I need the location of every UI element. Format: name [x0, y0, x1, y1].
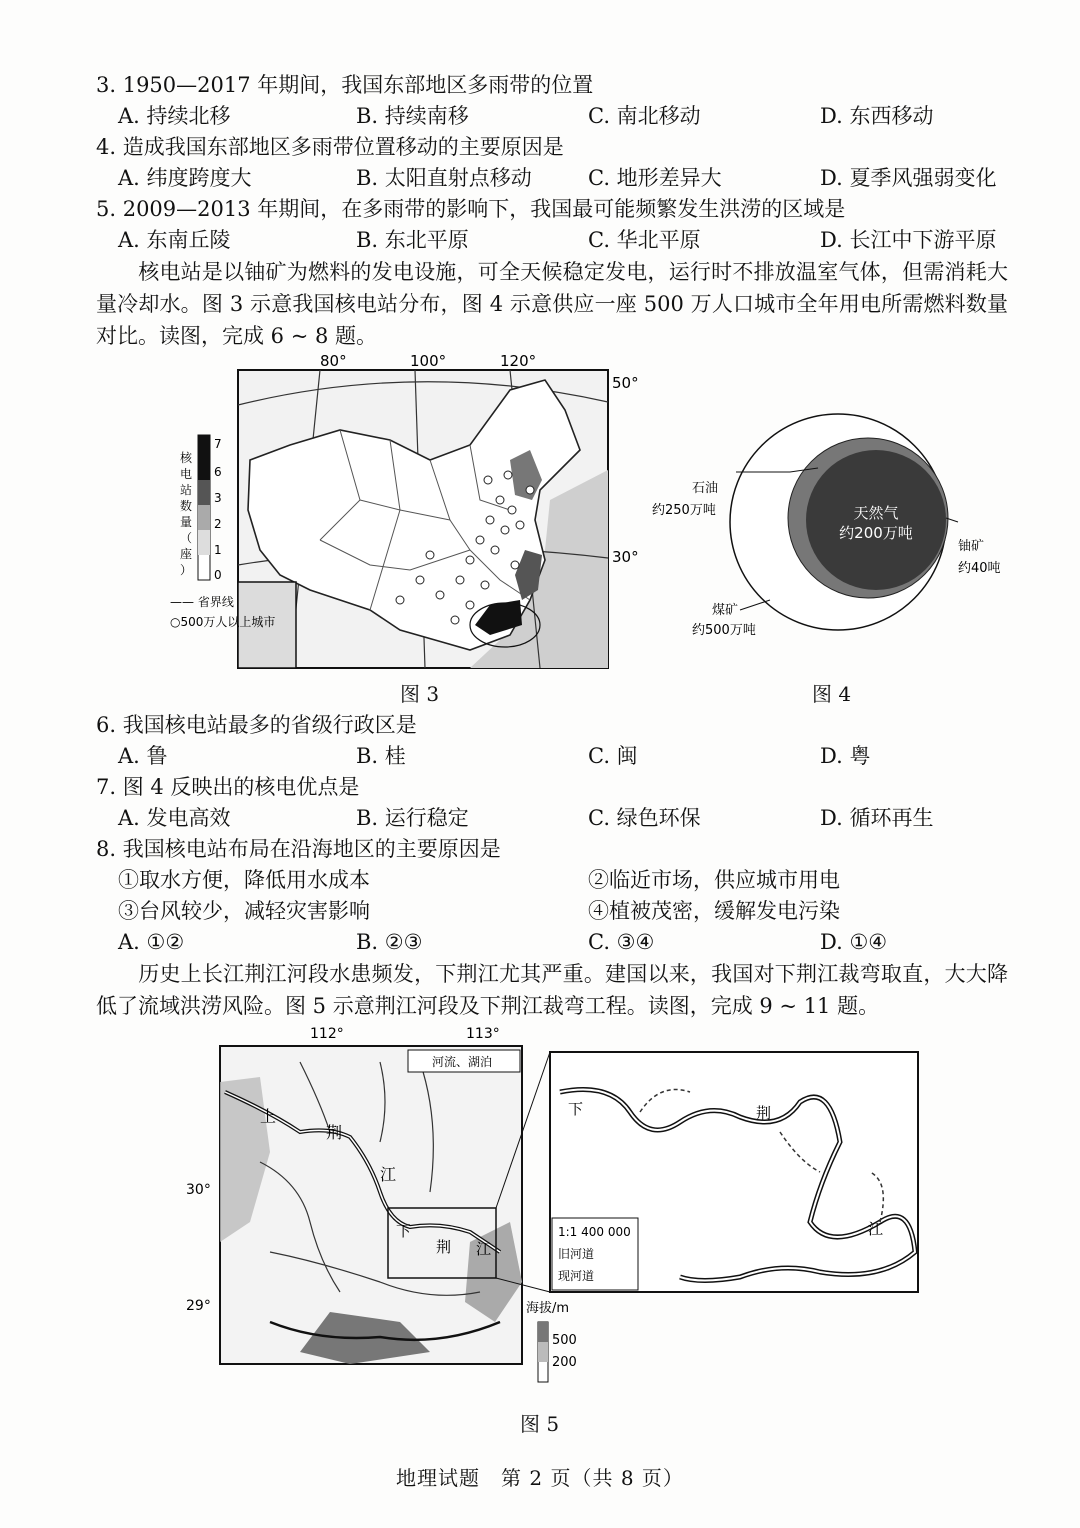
- figure-4-caption: 图 4: [812, 682, 852, 706]
- lon-80-label: 80°: [320, 352, 347, 370]
- lat-30-label: 30°: [612, 548, 639, 566]
- oil-name: 石油: [692, 481, 719, 496]
- river-char-shang: 上: [260, 1107, 277, 1126]
- lon-120-label: 120°: [500, 352, 537, 370]
- q4-option-c: C. 地形差异大: [588, 166, 722, 190]
- elevation-title: 海拔/m: [526, 1301, 570, 1316]
- intro-nuclear-text: 核电站是以铀矿为燃料的发电设施，可全天候稳定发电，运行时不排放温室气体，但需消耗大量冷却水。图 3 示意我国核电站分布，图 4 示意供应一座 500 万人口城市全年用电所需燃料数量对比。读图，完成 6 ~ 8 题。: [96, 260, 1008, 348]
- figure-4-fuel-comparison: [640, 410, 1020, 650]
- old-channel-label: 旧河道: [558, 1247, 595, 1261]
- q5-option-a: A. 东南丘陵: [118, 228, 231, 252]
- main-map-frame: [220, 1046, 522, 1364]
- intro-jingjiang: [96, 958, 1008, 1022]
- lat-50-label: 50°: [612, 374, 639, 392]
- q6-stem: 6. 我国核电站最多的省级行政区是: [96, 713, 417, 737]
- intro-nuclear: [96, 256, 1008, 352]
- lat-29-label: 29°: [186, 1298, 211, 1314]
- q8-option-c: C. ③④: [588, 930, 655, 954]
- legend-tick-1: 1: [214, 543, 222, 557]
- lon-113-label: 113°: [466, 1026, 500, 1042]
- coal-name: 煤矿: [712, 603, 739, 618]
- figure-5-map: [180, 1022, 930, 1402]
- q8-option-a: A. ①②: [118, 930, 185, 954]
- legend-tick-2: 2: [214, 517, 222, 531]
- legend-title-7: 座: [180, 547, 193, 561]
- uranium-amount: 约40吨: [958, 561, 1001, 576]
- lon-112-label: 112°: [310, 1026, 344, 1042]
- elevation-tick-500: 500: [552, 1333, 577, 1348]
- lon-100-label: 100°: [410, 352, 447, 370]
- q6-option-b: B. 桂: [356, 744, 406, 768]
- q8-option-d: D. ①④: [820, 930, 888, 954]
- legend-title-8: ）: [180, 563, 193, 577]
- scale-label: 1:1 400 000: [558, 1225, 631, 1239]
- river-legend-label: 河流、湖泊: [432, 1055, 493, 1069]
- elevation-tick-200: 200: [552, 1355, 577, 1370]
- inset-char-xia: 下: [568, 1100, 584, 1118]
- q7-option-d: D. 循环再生: [820, 806, 934, 830]
- legend-title-5: 量: [180, 515, 193, 529]
- uranium-name: 铀矿: [958, 539, 985, 554]
- legend-tick-7: 7: [214, 437, 222, 451]
- river-char-jiang: 江: [380, 1165, 397, 1184]
- coal-amount: 约500万吨: [692, 623, 756, 638]
- gas-amount: 约200万吨: [839, 524, 913, 542]
- q3-option-d: D. 东西移动: [820, 104, 934, 128]
- q7-option-b: B. 运行稳定: [356, 806, 469, 830]
- q3-option-b: B. 持续南移: [356, 104, 469, 128]
- q8-item-4: ④植被茂密，缓解发电污染: [588, 899, 840, 923]
- intro-jingjiang-text: 历史上长江荆江河段水患频发，下荆江尤其严重。建国以来，我国对下荆江裁弯取直，大大降低了流域洪涝风险。图 5 示意荆江河段及下荆江裁弯工程。读图，完成 9 ~ 11 题。: [96, 962, 1008, 1018]
- q5-stem: 5. 2009—2013 年期间，在多雨带的影响下，我国最可能频繁发生洪涝的区域是: [96, 197, 846, 221]
- current-channel-label: 现河道: [558, 1269, 595, 1283]
- river-char-jing2: 荆: [436, 1238, 452, 1256]
- q5-option-d: D. 长江中下游平原: [820, 228, 997, 252]
- river-char-jiang2: 江: [476, 1240, 492, 1258]
- figure-3-caption: 图 3: [400, 682, 440, 706]
- legend-title-6: （: [180, 531, 193, 545]
- gas-name: 天然气: [853, 504, 899, 522]
- legend-tick-3: 3: [214, 491, 222, 505]
- legend-city: ○500万人以上城市: [170, 615, 276, 629]
- q8-item-3: ③台风较少，减轻灾害影响: [118, 899, 370, 923]
- q7-stem: 7. 图 4 反映出的核电优点是: [96, 775, 360, 799]
- q5-option-c: C. 华北平原: [588, 228, 701, 252]
- q7-option-c: C. 绿色环保: [588, 806, 701, 830]
- q8-item-1: ①取水方便，降低用水成本: [118, 868, 370, 892]
- q3-option-a: A. 持续北移: [118, 104, 231, 128]
- river-char-xia: 下: [396, 1222, 412, 1240]
- legend-tick-0: 0: [214, 568, 222, 582]
- inset-char-jiang: 江: [868, 1220, 884, 1238]
- legend-tick-6: 6: [214, 465, 222, 479]
- river-char-jing: 荆: [326, 1123, 343, 1142]
- legend-title-3: 站: [180, 483, 193, 497]
- q4-option-d: D. 夏季风强弱变化: [820, 166, 997, 190]
- figure-3-map: [170, 350, 650, 680]
- q4-stem: 4. 造成我国东部地区多雨带位置移动的主要原因是: [96, 135, 564, 159]
- q3-option-c: C. 南北移动: [588, 104, 701, 128]
- lat-30-label: 30°: [186, 1182, 211, 1198]
- q6-option-c: C. 闽: [588, 744, 638, 768]
- q3-stem: 3. 1950—2017 年期间，我国东部地区多雨带的位置: [96, 73, 594, 97]
- legend-title-4: 数: [180, 499, 193, 513]
- q8-stem: 8. 我国核电站布局在沿海地区的主要原因是: [96, 837, 501, 861]
- figure-5-caption: 图 5: [520, 1412, 560, 1436]
- legend-title-2: 电: [180, 467, 193, 481]
- q8-option-b: B. ②③: [356, 930, 423, 954]
- legend-title-1: 核: [180, 451, 193, 465]
- inset-char-jing: 荆: [756, 1104, 772, 1122]
- q5-option-b: B. 东北平原: [356, 228, 469, 252]
- legend-boundary: —— 省界线: [170, 595, 234, 609]
- q6-option-a: A. 鲁: [118, 744, 168, 768]
- q8-item-2: ②临近市场，供应城市用电: [588, 868, 840, 892]
- q4-option-a: A. 纬度跨度大: [118, 166, 252, 190]
- q4-option-b: B. 太阳直射点移动: [356, 166, 532, 190]
- oil-amount: 约250万吨: [652, 503, 716, 518]
- page-footer: 地理试题 第 2 页（共 8 页）: [396, 1466, 684, 1490]
- q6-option-d: D. 粤: [820, 744, 871, 768]
- q7-option-a: A. 发电高效: [118, 806, 231, 830]
